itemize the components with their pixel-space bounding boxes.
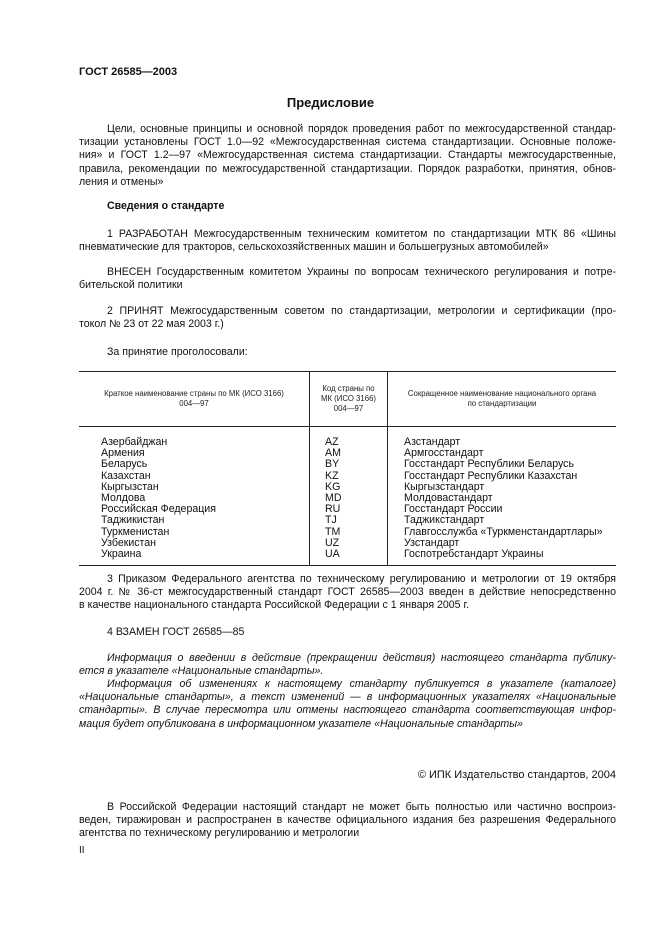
national-body: Госстандарт Республики Беларусь [404, 458, 574, 471]
table-row [79, 482, 616, 493]
country-code: AM [310, 448, 388, 459]
introduced-line: бительской политики [79, 279, 183, 292]
national-body: Главгосслужба «Туркменстандартлары» [404, 525, 603, 538]
header-text: 004—97 [179, 399, 209, 408]
country-name: Украина [79, 549, 310, 566]
country-name: Казахстан [79, 471, 310, 482]
item-2-line: 2 ПРИНЯТ Межгосударственным советом по стандартизации, метрологии и сертификации (про- [107, 305, 616, 317]
country-code: RU [310, 504, 388, 515]
country-name: Туркменистан [79, 527, 310, 538]
table-row [79, 515, 616, 526]
country-code: KZ [310, 471, 388, 482]
country-code: AZ [310, 427, 388, 449]
national-body: Узстандарт [404, 536, 460, 549]
copyright-notice: © ИПК Издательство стандартов, 2004 [417, 769, 616, 781]
header-text: МК (ИСО 3166) [320, 394, 377, 403]
info-heading [79, 200, 616, 213]
national-body: Таджикстандарт [404, 514, 485, 527]
country-name: Армения [79, 448, 310, 459]
national-body: Госпотребстандарт Украины [388, 549, 617, 566]
country-code: UZ [310, 538, 388, 549]
introduced-line: ВНЕСЕН Государственным комитетом Украины по вопросам технического регулирования и потре- [107, 266, 616, 278]
country-code: TM [310, 527, 388, 538]
national-body: Молдовастандарт [404, 492, 493, 505]
rights-line: агентства по техническому регулированию и метрологии [79, 827, 360, 840]
national-body: Кыргызстандарт [404, 480, 485, 493]
national-body: Госстандарт Республики Казахстан [404, 469, 578, 482]
item-4-line: 4 ВЗАМЕН ГОСТ 26585—85 [107, 626, 245, 638]
country-code: KG [310, 482, 388, 493]
country-code: MD [310, 493, 388, 504]
country-name: Узбекистан [79, 538, 310, 549]
item-3-paragraph [79, 573, 616, 613]
intro-line: ния» и ГОСТ 1.2—97 «Межгосударственная система стандартизации. Стандарты межгосударственные, [79, 149, 616, 162]
national-body: Армгосстандарт [404, 447, 484, 460]
item-1-paragraph [79, 228, 616, 254]
notice-line: мация будет опубликована в информационном указателе «Национальные стандарты» [79, 717, 523, 730]
voted-label [79, 346, 616, 359]
voting-countries-table [79, 371, 616, 566]
country-name: Беларусь [79, 459, 310, 470]
country-name: Азербайджан [79, 427, 310, 449]
item-3-line: 2004 г. № 36-ст межгосударственный стандарт ГОСТ 26585—2003 введен в действие непосредственно [79, 586, 616, 599]
country-code: BY [310, 459, 388, 470]
country-code: TJ [310, 515, 388, 526]
item-3-line: в качестве национального стандарта Российской Федерации с 1 января 2005 г. [79, 599, 470, 612]
document-header-id: ГОСТ 26585—2003 [79, 66, 178, 78]
table-row [79, 427, 616, 449]
notice-line: «Национальные стандарты», а текст изменений — в информационных указателях «Национальные [79, 691, 616, 704]
national-body: Азстандарт [404, 436, 461, 448]
table-header-row [79, 372, 616, 427]
item-2-line: токол № 23 от 22 мая 2003 г.) [79, 318, 224, 331]
info-heading-text: Сведения о стандарте [107, 200, 225, 212]
item-1-line: пневматические для тракторов, сельскохозяйственных машин и большегрузных автомобилей» [79, 241, 549, 254]
notice-line: стандарты». В случае пересмотра или отмены настоящего стандарта соответствующая инфор- [79, 704, 616, 717]
header-text: Краткое наименование страны по МК (ИСО 3166) [104, 389, 284, 398]
country-name: Молдова [79, 493, 310, 504]
page-number: II [79, 845, 85, 856]
header-text: по стандартизации [467, 399, 537, 408]
notice-line: Информация о введении в действие (прекращении действия) настоящего стандарта публику- [107, 652, 616, 664]
header-national-body [388, 372, 617, 427]
item-4-paragraph [79, 626, 616, 639]
notice-line: ется в указателе «Национальные стандарты». [79, 665, 324, 678]
intro-line: тизации установлены ГОСТ 1.0—92 «Межгосударственная система стандартизации. Основные положе- [79, 136, 616, 149]
country-name: Российская Федерация [79, 504, 310, 515]
rights-line: В Российской Федерации настоящий стандарт не может быть полностью или частично воспроиз- [107, 801, 616, 813]
intro-line: Цели, основные принципы и основной порядок проведения работ по межгосударственной стандар- [107, 123, 616, 135]
header-text: Код страны по [322, 384, 375, 393]
header-country-code [310, 372, 388, 427]
intro-paragraph [79, 123, 616, 189]
header-text: 004—97 [333, 404, 364, 413]
country-code: UA [310, 549, 388, 566]
table-row [79, 459, 616, 470]
country-name: Кыргызстан [79, 482, 310, 493]
introduced-paragraph [79, 266, 616, 292]
table-row [79, 549, 616, 566]
intro-line: правила, рекомендации по межгосударственной стандартизации. Порядок разработки, принятия, обнов- [79, 162, 616, 175]
notice-line: Информация об изменениях к настоящему стандарту публикуется в указателе (каталоге) [107, 678, 616, 690]
intro-line: ления и отмены» [79, 175, 164, 188]
item-2-paragraph [79, 305, 616, 331]
rights-line: веден, тиражирован и распространен в качестве официального издания без разрешения Федерального [79, 814, 616, 827]
item-3-line: 3 Приказом Федерального агентства по техническому регулированию и метрологии от 19 октября [107, 573, 616, 585]
header-country-name [79, 372, 310, 427]
header-text: Сокращенное наименование национального органа [407, 389, 597, 398]
table-row [79, 471, 616, 482]
page-title: Предисловие [286, 95, 375, 110]
rights-paragraph [79, 801, 616, 841]
item-1-line: 1 РАЗРАБОТАН Межгосударственным техническим комитетом по стандартизации МТК 86 «Шины [107, 228, 616, 240]
national-body: Госстандарт России [404, 503, 503, 516]
country-name: Таджикистан [79, 515, 310, 526]
notice-changes [79, 678, 616, 731]
table-row [79, 527, 616, 538]
notice-introduction [79, 652, 616, 678]
voted-label-text: За принятие проголосовали: [107, 346, 248, 358]
